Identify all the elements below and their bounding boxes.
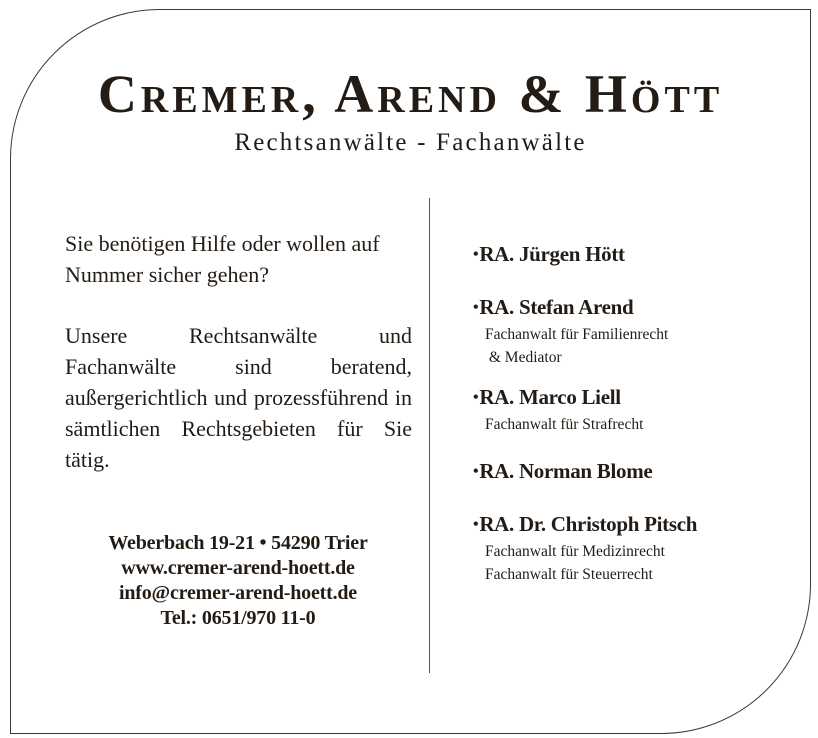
lawyer-name: RA. Marco Liell <box>479 385 621 409</box>
lawyer-item <box>473 294 803 369</box>
lawyer-name: RA. Norman Blome <box>479 459 653 483</box>
phone-number: Tel.: 0651/970 11-0 <box>160 607 316 629</box>
firm-subtitle: Rechtsanwälte - Fachanwälte <box>234 129 587 156</box>
contact-block <box>51 531 425 631</box>
lawyer-title: Fachanwalt für Medizinrecht <box>485 543 665 560</box>
lawyer-name: RA. Dr. Christoph Pitsch <box>479 512 698 536</box>
ad-card <box>10 9 811 734</box>
firm-name: Cremer, Arend & Hött <box>97 64 724 124</box>
lawyer-item <box>473 511 803 586</box>
lawyer-list <box>473 241 803 586</box>
services-text: Unsere Rechtsanwälte und Fachanwälte sind beratend, außergerichtlich und prozessführend in sämtlichen Rechtsgebieten für Sie tätig. <box>65 323 412 472</box>
bullet-icon: • <box>473 463 479 480</box>
lawyer-name: RA. Jürgen Hött <box>479 242 625 266</box>
lawyer-title: Fachanwalt für Familienrecht <box>485 326 669 343</box>
lawyer-title: & Mediator <box>485 349 562 366</box>
bullet-icon: • <box>473 389 479 406</box>
bullet-icon: • <box>473 516 479 533</box>
bullet-icon: • <box>473 299 479 316</box>
left-column <box>65 228 412 475</box>
lawyer-item <box>473 384 803 436</box>
bullet-icon: • <box>473 246 479 263</box>
lawyer-item <box>473 458 803 487</box>
lawyer-title: Fachanwalt für Strafrecht <box>485 416 644 433</box>
website-link[interactable]: www.cremer-arend-hoett.de <box>121 557 355 579</box>
lawyer-title: Fachanwalt für Steuerrecht <box>485 566 653 583</box>
intro-text: Sie benötigen Hilfe oder wollen auf Nummer sicher gehen? <box>65 231 380 287</box>
lawyer-name: RA. Stefan Arend <box>479 295 634 319</box>
email-link[interactable]: info@cremer-arend-hoett.de <box>119 582 357 604</box>
column-divider <box>429 198 430 673</box>
lawyer-item <box>473 241 803 270</box>
address: Weberbach 19-21 • 54290 Trier <box>108 532 368 554</box>
